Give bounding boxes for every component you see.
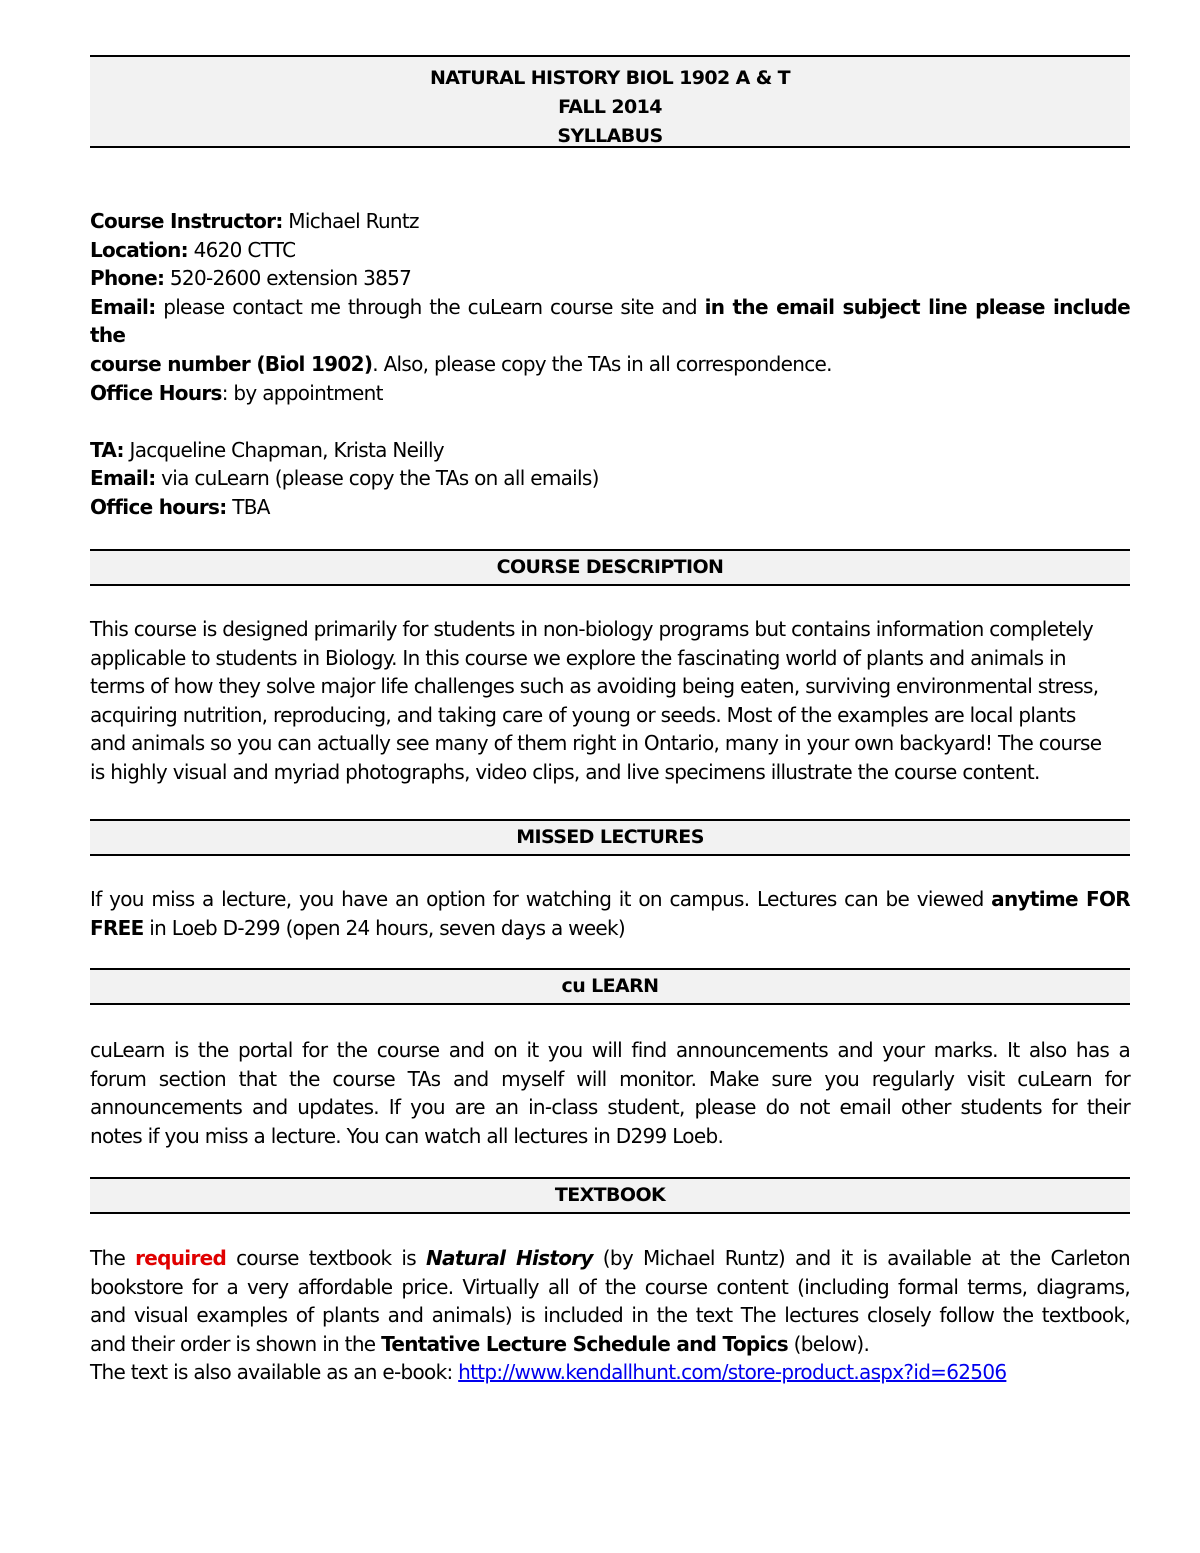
course-title: NATURAL HISTORY BIOL 1902 A & T (429, 67, 791, 89)
culearn-line: notes if you miss a lecture. You can watch all lectures in D299 Loeb. (90, 1123, 724, 1148)
email-label: Email: (90, 294, 156, 319)
ta-email-line (90, 464, 1130, 493)
description-line: acquiring nutrition, reproducing, and taking care of young or seeds. Most of the examples are local plants (90, 702, 1076, 727)
textbook-body (90, 1244, 1130, 1387)
missed-line-2 (90, 914, 1130, 943)
ta-label: TA: (90, 437, 124, 462)
instructor-label: Course Instructor: (90, 209, 283, 233)
section-heading-description: COURSE DESCRIPTION (90, 549, 1130, 586)
email-value: please contact me through the cuLearn course site and (155, 294, 705, 319)
description-line: is highly visual and myriad photographs, video clips, and live specimens illustrate the course content. (90, 759, 1040, 784)
section-heading-textbook: TEXTBOOK (90, 1177, 1130, 1214)
textbook-line-3: and visual examples of plants and animals) is included in the text The lectures closely follow the textbook, (90, 1303, 1130, 1328)
missed-free: FREE (90, 915, 144, 940)
culearn-body (90, 1036, 1130, 1150)
phone-line (90, 264, 1130, 293)
document-type: SYLLABUS (557, 125, 663, 147)
title-banner (90, 55, 1130, 148)
missed-location: in Loeb D-299 (open 24 hours, seven days a week) (143, 915, 626, 940)
email-line (90, 293, 1130, 350)
textbook-text: (by Michael Runtz) and it is available at the Carleton (592, 1246, 1130, 1270)
office-hours-value: : by appointment (221, 380, 383, 405)
instructor-value: Michael Runtz (282, 209, 419, 233)
book-title: Natural History (425, 1246, 593, 1270)
ta-value: Jacqueline Chapman, Krista Neilly (123, 437, 444, 462)
location-line (90, 236, 1130, 265)
email-course-number: course number (Biol 1902) (90, 351, 373, 376)
ta-office-value: TBA (226, 494, 270, 519)
required-emphasis: required (135, 1246, 227, 1270)
textbook-line-4 (90, 1330, 1130, 1359)
description-line: and animals so you can actually see many of them right in Ontario, many in your own backyard! The course (90, 731, 1102, 756)
spacer (90, 407, 1130, 436)
location-value: 4620 CTTC (187, 237, 296, 262)
phone-label: Phone: (90, 266, 165, 291)
ebook-line (90, 1358, 1130, 1387)
schedule-reference: Tentative Lecture Schedule and Topics (381, 1331, 789, 1356)
ebook-text: The text is also available as an e-book: (90, 1360, 459, 1385)
missed-body (90, 885, 1130, 942)
section-heading-culearn: cu LEARN (90, 968, 1130, 1005)
textbook-line-1 (90, 1244, 1130, 1273)
description-body (90, 615, 1130, 787)
missed-line-1 (90, 885, 1130, 914)
office-hours-line (90, 379, 1130, 408)
email-subject-note: in the email subject line please include the (90, 294, 1130, 348)
ta-office-line (90, 493, 1130, 522)
textbook-text: The (90, 1246, 136, 1270)
email-line-2 (90, 350, 1130, 379)
section-heading-missed: MISSED LECTURES (90, 819, 1130, 856)
contact-info (90, 207, 1130, 522)
ta-email-value: via cuLearn (please copy the TAs on all emails) (155, 466, 599, 491)
location-label: Location: (90, 237, 188, 262)
term: FALL 2014 (558, 96, 662, 118)
ta-office-label: Office hours: (90, 494, 227, 519)
email-copy-note: . Also, please copy the TAs in all correspondence. (372, 351, 832, 376)
ta-email-label: Email: (90, 466, 156, 491)
ebook-link[interactable]: http://www.kendallhunt.com/store-product.aspx?id=62506 (458, 1360, 1007, 1385)
culearn-line: forum section that the course TAs and myself will monitor. Make sure you regularly visit cuLearn for (90, 1066, 1130, 1091)
culearn-line: announcements and updates. If you are an in-class student, please do not email other students for their (90, 1095, 1130, 1120)
description-line: This course is designed primarily for students in non-biology programs but contains information completely (90, 617, 1094, 641)
description-line: terms of how they solve major life challenges such as avoiding being eaten, surviving environmental stress, (90, 674, 1099, 699)
missed-text: If you miss a lecture, you have an option for watching it on campus. Lectures can be viewed (90, 887, 992, 911)
ta-line (90, 436, 1130, 465)
missed-anytime: anytime FOR (991, 887, 1130, 911)
culearn-line: cuLearn is the portal for the course and on it you will find announcements and your marks. It also has a (90, 1038, 1130, 1062)
phone-value: 520-2600 extension 3857 (164, 266, 412, 291)
instructor-line (90, 207, 1130, 236)
textbook-text: (below). (788, 1331, 870, 1356)
textbook-text: course textbook is (226, 1246, 426, 1270)
office-hours-label: Office Hours (90, 380, 222, 405)
textbook-text: and their order is shown in the (90, 1331, 382, 1356)
description-line: applicable to students in Biology. In this course we explore the fascinating world of plants and animals in (90, 645, 1066, 670)
textbook-line-2: bookstore for a very affordable price. Virtually all of the course content (including formal terms, diagrams, (90, 1274, 1130, 1299)
